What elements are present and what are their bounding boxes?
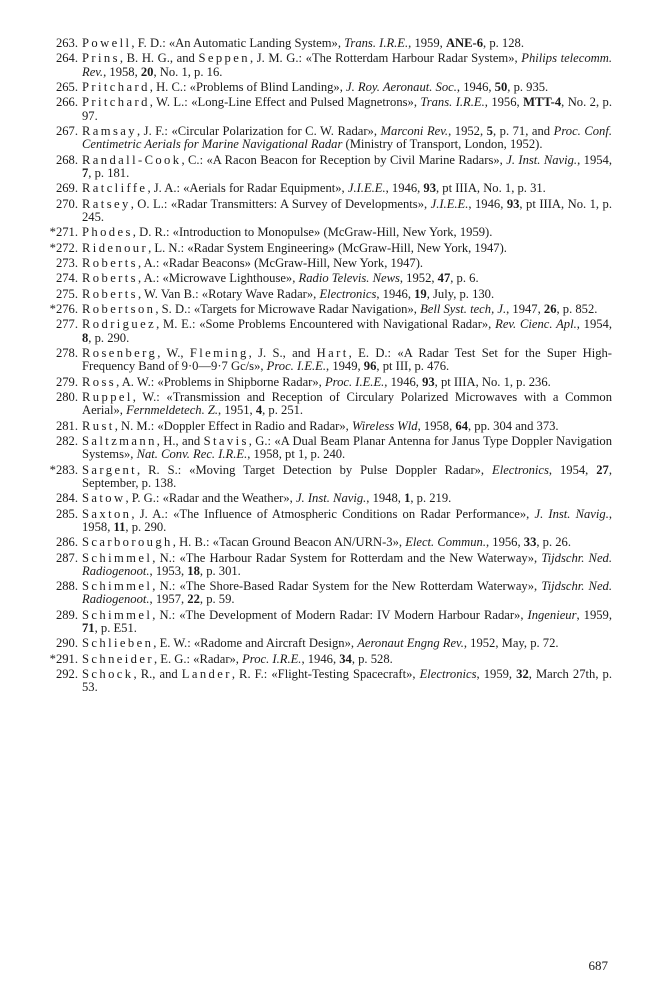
reference-author: Roberts — [82, 271, 138, 286]
reference-citation: , N. M.: «Doppler Effect in Radio and Radar», Wireless Wld, 1958, 64, pp. 304 and 373. — [114, 418, 559, 433]
reference-entry — [30, 435, 612, 461]
reference-number: *291. — [49, 651, 78, 666]
reference-citation: , H., and Stavis, G.: «A Dual Beam Planar Antenna for Janus Type Doppler Navigation Systems», Nat. Conv. Rec. I.R.E., 1958, pt 1, p. 240. — [82, 434, 612, 462]
reference-author: Phodes — [82, 225, 133, 240]
reference-entry — [30, 182, 612, 195]
reference-citation: , J. A.: «Aerials for Radar Equipment», J.I.E.E., 1946, 93, pt IIIA, No. 1, p. 31. — [147, 181, 546, 196]
reference-entry — [30, 303, 612, 316]
reference-author: Schimmel — [82, 607, 153, 622]
reference-author: Roberts — [82, 255, 138, 270]
reference-entry — [30, 492, 612, 505]
reference-citation: , H. B.: «Tacan Ground Beacon AN/URN-3», Elect. Commun., 1956, 33, p. 26. — [172, 535, 571, 550]
reference-author: Schneider — [82, 651, 154, 666]
reference-citation: , E. G.: «Radar», Proc. I.R.E., 1946, 34, p. 528. — [153, 651, 393, 666]
reference-entry — [30, 81, 612, 94]
reference-entry — [30, 536, 612, 549]
reference-author: Ramsay — [82, 123, 137, 138]
reference-number: *283. — [49, 462, 78, 477]
reference-citation: , A.: «Microwave Lighthouse», Radio Televis. News, 1952, 47, p. 6. — [137, 271, 479, 286]
reference-citation: , J. F.: «Circular Polarization for C. W. Radar», Marconi Rev., 1952, 5, p. 71, and Proc. Conf. Centimetric Aerials for Marine Navigational Radar (Ministry of Transport, London, 1952). — [82, 123, 613, 152]
reference-number: *272. — [49, 240, 78, 255]
reference-number: 290. — [55, 636, 78, 651]
reference-citation: , B. H. G., and Seppen, J. M. G.: «The Rotterdam Harbour Radar System», Philips telecomm. Rev., 1958, 20, No. 1, p. 16. — [82, 51, 612, 79]
reference-entry — [30, 96, 612, 122]
reference-author: Pritchard — [82, 79, 150, 94]
reference-entry — [30, 257, 612, 270]
reference-author: Prins — [82, 51, 120, 66]
reference-citation: , N.: «The Development of Modern Radar: IV Modern Harbour Radar», Ingenieur, 1959, 71, p. E51. — [82, 607, 612, 635]
reference-number: 274. — [55, 271, 78, 286]
reference-number: 284. — [55, 491, 78, 506]
reference-entry — [30, 464, 612, 490]
reference-author: Roberts — [82, 286, 138, 301]
reference-author: Ratsey — [82, 196, 131, 211]
reference-citation: , R., and Lander, R. F.: «Flight-Testing Spacecraft», Electronics, 1959, 32, March 27th, p. 53. — [82, 667, 612, 695]
reference-author: Rust — [82, 418, 115, 433]
reference-entry — [30, 637, 612, 650]
reference-citation: , D. R.: «Introduction to Monopulse» (McGraw-Hill, New York, 1959). — [132, 225, 493, 240]
reference-citation: , J. A.: «The Influence of Atmospheric Conditions on Radar Performance», J. Inst. Navig., 1958, 11, p. 290. — [82, 506, 613, 534]
reference-entry — [30, 508, 612, 534]
reference-entry — [30, 609, 612, 635]
reference-citation: , R. S.: «Moving Target Detection by Pulse Doppler Radar», Electronics, 1954, 27, September, p. 138. — [82, 462, 612, 490]
reference-citation: , N.: «The Shore-Based Radar System for the New Rotterdam Waterway», Tijdschr. Ned. Radiogenoot., 1957, 22, p. 59. — [82, 579, 612, 607]
reference-number: *271. — [49, 225, 78, 240]
reference-entry — [30, 226, 612, 239]
reference-citation: , W. Van B.: «Rotary Wave Radar», Electronics, 1946, 19, July, p. 130. — [137, 286, 495, 301]
reference-citation: , L. N.: «Radar System Engineering» (McGraw-Hill, New York, 1947). — [148, 240, 507, 255]
reference-entry — [30, 376, 612, 389]
reference-author: Saltzmann — [82, 434, 157, 449]
reference-citation: , W. L.: «Long-Line Effect and Pulsed Magnetrons», Trans. I.R.E., 1956, MTT-4, No. 2, p. 97. — [82, 95, 612, 123]
reference-number: 282. — [55, 434, 78, 449]
reference-number: 264. — [55, 51, 78, 66]
reference-entry — [30, 552, 612, 578]
reference-author: Pritchard — [82, 95, 150, 110]
reference-citation: , N.: «The Harbour Radar System for Rotterdam and the New Waterway», Tijdschr. Ned. Radiogenoot., 1953, 18, p. 301. — [82, 550, 612, 578]
reference-number: 269. — [55, 181, 78, 196]
reference-entry — [30, 347, 612, 373]
reference-entry — [30, 318, 612, 344]
reference-entry — [30, 653, 612, 666]
reference-author: Ratcliffe — [82, 181, 148, 196]
reference-author: Sargent — [82, 462, 138, 477]
reference-citation: , W.: «Transmission and Reception of Circulary Polarized Microwaves with a Common Aerial», Fernmeldetech. Z., 1951, 4, p. 251. — [82, 390, 612, 418]
reference-citation: , C.: «A Racon Beacon for Reception by Civil Marine Radars», J. Inst. Navig., 1954, 7, p. 181. — [82, 152, 612, 180]
reference-number: 285. — [55, 506, 78, 521]
reference-number: 289. — [55, 607, 78, 622]
reference-number: 287. — [55, 550, 78, 565]
reference-number: 277. — [55, 317, 78, 332]
reference-entry — [30, 668, 612, 694]
reference-entry — [30, 288, 612, 301]
reference-entry — [30, 391, 612, 417]
reference-number: 268. — [55, 152, 78, 167]
reference-author: Rodriguez — [82, 317, 157, 332]
reference-entry — [30, 242, 612, 255]
reference-citation: , P. G.: «Radar and the Weather», J. Inst. Navig., 1948, 1, p. 219. — [125, 491, 452, 506]
reference-author: Ross — [82, 374, 117, 389]
reference-citation: , E. W.: «Radome and Aircraft Design», Aeronaut Engng Rev., 1952, May, p. 72. — [153, 636, 559, 651]
reference-number: 267. — [55, 123, 78, 138]
reference-number: 270. — [55, 196, 78, 211]
reference-citation: , O. L.: «Radar Transmitters: A Survey of Developments», J.I.E.E., 1946, 93, pt IIIA, No. 1, p. 245. — [82, 196, 612, 224]
reference-list — [30, 37, 612, 695]
reference-author: Saxton — [82, 506, 132, 521]
reference-author: Randall-Cook — [82, 152, 182, 167]
reference-citation: , M. E.: «Some Problems Encountered with Navigational Radar», Rev. Cienc. Apl., 1954, 8, p. 290. — [82, 317, 612, 345]
reference-author: Scarborough — [82, 535, 173, 550]
reference-author: Schock — [82, 667, 134, 682]
reference-citation: , A.: «Radar Beacons» (McGraw-Hill, New York, 1947). — [137, 255, 424, 270]
reference-author: Ridenour — [82, 240, 149, 255]
reference-number: 263. — [55, 36, 78, 50]
reference-author: Schimmel — [82, 550, 153, 565]
reference-number: 275. — [55, 286, 78, 301]
reference-author: Rosenberg — [82, 346, 158, 361]
reference-entry — [30, 420, 612, 433]
reference-author: Ruppel — [82, 390, 133, 405]
reference-author: Schlieben — [82, 636, 154, 651]
reference-author: Schimmel — [82, 579, 153, 594]
reference-citation: , H. C.: «Problems of Blind Landing», J. Roy. Aeronaut. Soc., 1946, 50, p. 935. — [149, 79, 549, 94]
reference-number: 265. — [55, 79, 78, 94]
reference-citation: , F. D.: «An Automatic Landing System», Trans. I.R.E., 1959, ANE-6, p. 128. — [131, 36, 524, 50]
reference-citation: , S. D.: «Targets for Microwave Radar Navigation», Bell Syst. tech, J., 1947, 26, p. 852. — [155, 302, 598, 317]
reference-entry — [30, 52, 612, 78]
reference-entry — [30, 125, 612, 151]
reference-entry — [30, 272, 612, 285]
reference-number: *276. — [49, 302, 78, 317]
reference-number: 278. — [55, 346, 78, 361]
reference-number: 288. — [55, 579, 78, 594]
reference-entry — [30, 37, 612, 50]
reference-entry — [30, 154, 612, 180]
reference-author: Robertson — [82, 302, 156, 317]
reference-entry — [30, 198, 612, 224]
reference-number: 286. — [55, 535, 78, 550]
reference-number: 280. — [55, 390, 78, 405]
reference-citation: , W., Fleming, J. S., and Hart, E. D.: «A Radar Test Set for the Super High-Frequency Band of 9·0—9·7 Gc/s», Proc. I.E.E., 1949, 96, pt III, p. 476. — [82, 346, 613, 374]
page-number: 687 — [588, 958, 608, 973]
reference-author: Satow — [82, 491, 126, 506]
reference-author: Powell — [82, 36, 132, 50]
reference-citation: , A. W.: «Problems in Shipborne Radar», Proc. I.E.E., 1946, 93, pt IIIA, No. 1, p. 236. — [116, 374, 551, 389]
reference-number: 266. — [55, 95, 78, 110]
reference-number: 279. — [55, 374, 78, 389]
reference-number: 292. — [55, 667, 78, 682]
reference-entry — [30, 580, 612, 606]
reference-number: 281. — [55, 418, 78, 433]
reference-number: 273. — [55, 255, 78, 270]
